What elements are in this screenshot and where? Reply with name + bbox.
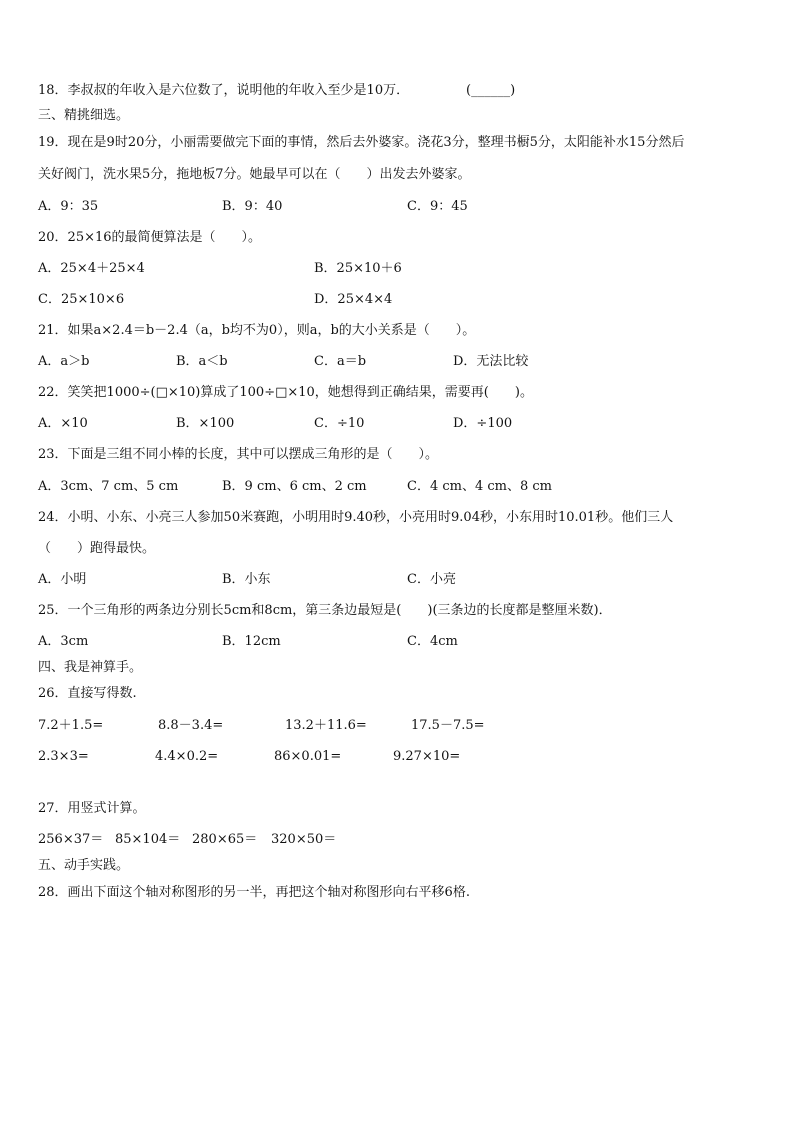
question-21: 21．如果a×2.4＝b－2.4（a，b均不为0），则a，b的大小关系是（ ）。 (38, 323, 476, 338)
answer-bracket: (______) (466, 83, 516, 98)
option-d: D．无法比较 (453, 354, 529, 369)
option-b: B．×100 (176, 416, 235, 431)
option-c: C．小亮 (407, 572, 456, 587)
question-18-text: 18．李叔叔的年收入是六位数了，说明他的年收入至少是10万． (38, 83, 410, 98)
option-a: A．×10 (38, 416, 88, 431)
section-heading-5: 五、动手实践。 (38, 858, 130, 873)
question-28: 28．画出下面这个轴对称图形的另一半，再把这个轴对称图形向右平移6格. (38, 885, 470, 900)
calc-item: 8.8－3.4= (158, 718, 224, 733)
option-c: C．÷10 (314, 416, 365, 431)
calc-item: 4.4×0.2= (155, 749, 219, 764)
option-b: B．9：40 (222, 199, 283, 214)
option-b: B．a＜b (176, 354, 228, 369)
calc-item: 13.2＋11.6= (285, 718, 367, 733)
question-22: 22．笑笑把1000÷(□×10)算成了100÷□×10，她想得到正确结果，需要再( )。 (38, 385, 533, 400)
section-heading-3: 三、精挑细选。 (38, 108, 130, 123)
calc-item: 256×37＝ (38, 832, 104, 847)
option-a: A．25×4＋25×4 (38, 261, 145, 276)
calc-item: 7.2＋1.5= (38, 718, 104, 733)
calc-item: 280×65＝ (192, 832, 258, 847)
option-c: C．9：45 (407, 199, 468, 214)
option-a: A．3cm (38, 634, 89, 649)
option-c: C．25×10×6 (38, 292, 125, 307)
option-a: A．a＞b (38, 354, 90, 369)
option-d: D．25×4×4 (314, 292, 393, 307)
question-24-line1: 24．小明、小东、小亮三人参加50米赛跑，小明用时9.40秒，小亮用时9.04秒，小东用时10.01秒。他们三人 (38, 510, 674, 525)
option-c: C．a＝b (314, 354, 367, 369)
calc-item: 17.5－7.5= (411, 718, 485, 733)
calc-item: 86×0.01= (274, 749, 342, 764)
question-23: 23．下面是三组不同小棒的长度，其中可以摆成三角形的是（ ）。 (38, 447, 439, 462)
option-a: A．9：35 (38, 199, 99, 214)
option-b: B．9 cm、6 cm、2 cm (222, 479, 367, 494)
section-heading-4: 四、我是神算手。 (38, 660, 143, 675)
option-c: C．4 cm、4 cm、8 cm (407, 479, 552, 494)
option-a: A．3cm、7 cm、5 cm (38, 479, 179, 494)
calc-item: 85×104＝ (115, 832, 181, 847)
question-20: 20．25×16的最简便算法是（ ）。 (38, 230, 262, 245)
option-a: A．小明 (38, 572, 87, 587)
calc-item: 320×50＝ (271, 832, 337, 847)
question-24-line2: （ ）跑得最快。 (38, 541, 156, 556)
question-19-line2: 关好阀门，洗水果5分，拖地板7分。她最早可以在（ ）出发去外婆家。 (38, 167, 471, 182)
question-27: 27．用竖式计算。 (38, 801, 146, 816)
option-b: B．25×10＋6 (314, 261, 402, 276)
option-b: B．小东 (222, 572, 271, 587)
option-d: D．÷100 (453, 416, 513, 431)
calc-item: 9.27×10= (393, 749, 461, 764)
question-25: 25．一个三角形的两条边分别长5cm和8cm，第三条边最短是( )(三条边的长度都是整厘米数)． (38, 603, 612, 618)
option-b: B．12cm (222, 634, 281, 649)
calc-item: 2.3×3= (38, 749, 89, 764)
option-c: C．4cm (407, 634, 458, 649)
question-19-line1: 19．现在是9时20分，小丽需要做完下面的事情，然后去外婆家。浇花3分，整理书橱5分，太阳能补水15分然后 (38, 135, 685, 150)
question-18 (38, 83, 409, 99)
question-26: 26．直接写得数. (38, 686, 137, 701)
